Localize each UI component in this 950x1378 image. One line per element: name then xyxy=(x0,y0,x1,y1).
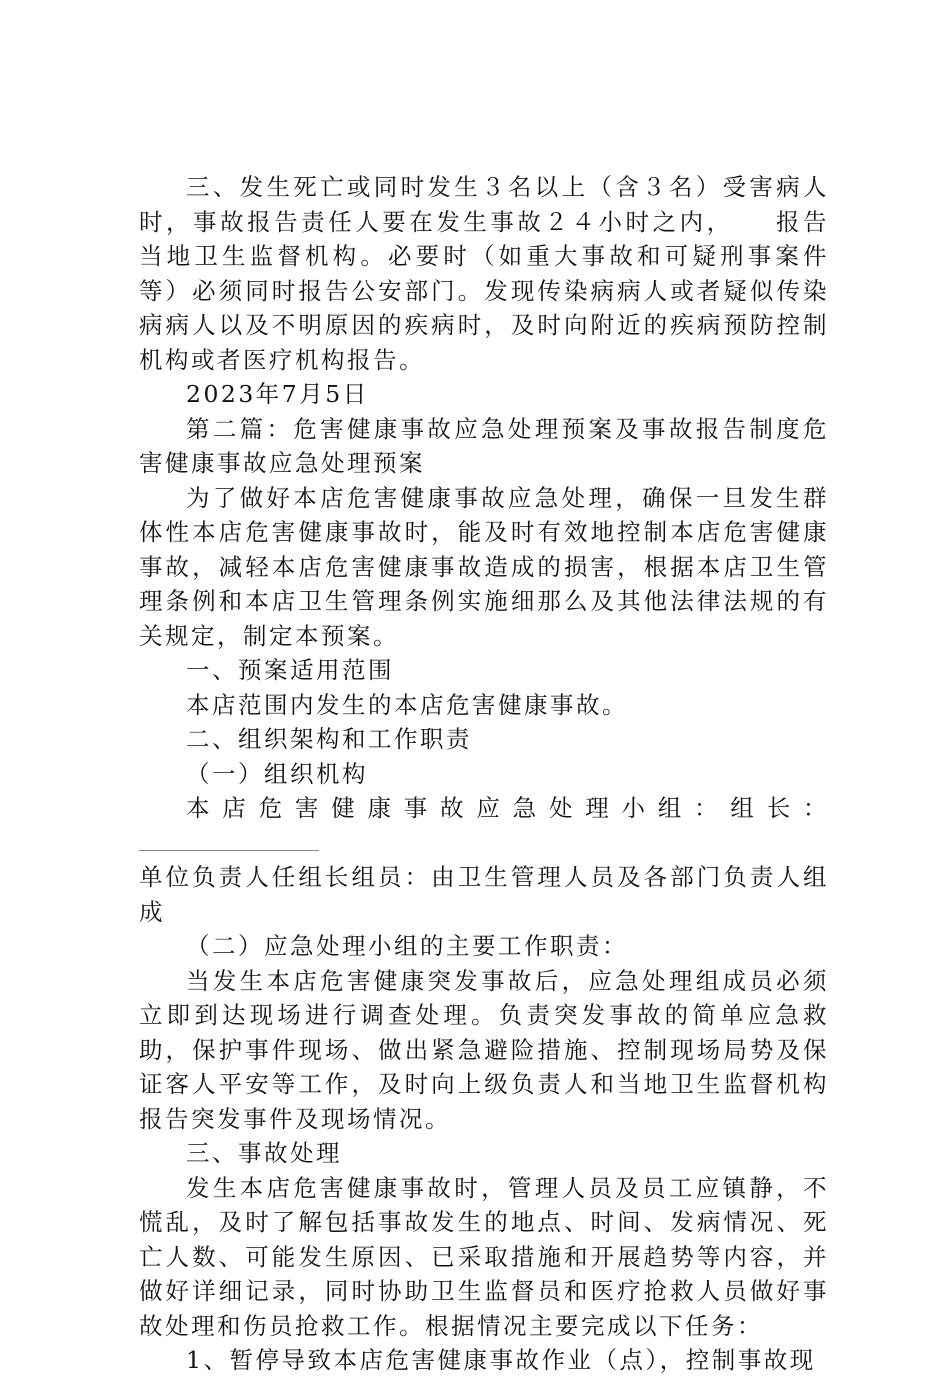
heading-org-structure: （一）组织机构 xyxy=(186,759,368,788)
heading-scope: 一、预案适用范围 xyxy=(186,656,394,684)
paragraph-team-members: 单位负责人任组长组员：由卫生管理人员及各部门负责人组成 xyxy=(139,863,829,926)
heading-organization: 二、组织架构和工作职责 xyxy=(186,725,472,753)
paragraph-task-1: 1、暂停导致本店危害健康事故作业（点），控制事故现 xyxy=(186,1346,816,1374)
team-leader-blank xyxy=(139,830,319,851)
paragraph-team-duties: 当发生本店危害健康突发事故后，应急处理组成员必须立即到达现场进行调查处理。负责突发事故的简单应急救助，保护事件现场、做出紧急避险措施、控制现场局势及保证客人平安等工作，及时向上级负责人和当地卫生监督机构报告突发事件及现场情况。 xyxy=(139,966,829,1133)
paragraph-incident-handling: 发生本店危害健康事故时，管理人员及员工应镇静，不慌乱，及时了解包括事故发生的地点、时间、发病情况、死亡人数、可能发生原因、已采取措施和开展趋势等内容，并做好详细记录，同时协助卫生监督员和医疗抢救人员做好事故处理和伤员抢救工作。根据情况主要完成以下任务： xyxy=(139,1173,829,1340)
paragraph-scope: 本店范围内发生的本店危害健康事故。 xyxy=(186,690,628,719)
paragraph-chapter-title: 第二篇：危害健康事故应急处理预案及事故报告制度危害健康事故应急处理预案 xyxy=(139,414,829,477)
paragraph-team-leader xyxy=(139,791,829,860)
paragraph-report-deadline: 三、发生死亡或同时发生３名以上（含３名）受害病人时，事故报告责任人要在发生事故２４小时之内， 报告当地卫生监督机构。必要时（如重大事故和可疑刑事案件等）必须同时报告公安部门。发现传染病病人或者疑似传染病病人以及不明原因的疾病时，及时向附近的疾病预防控制机构或者医疗机构报告。 xyxy=(139,173,829,374)
paragraph-purpose: 为了做好本店危害健康事故应急处理，确保一旦发生群体性本店危害健康事故时，能及时有效地控制本店危害健康事故，减轻本店危害健康事故造成的损害，根据本店卫生管理条例和本店卫生管理条例实施细那么及其他法律法规的有关规定，制定本预案。 xyxy=(139,483,829,650)
heading-incident-handling: 三、事故处理 xyxy=(186,1139,342,1167)
document-body xyxy=(139,170,829,1378)
heading-team-duties: （二）应急处理小组的主要工作职责： xyxy=(186,932,628,960)
paragraph-date: 2023年7月5日 xyxy=(186,380,369,408)
team-leader-label: 本店危害健康事故应急处理小组：组长： xyxy=(186,794,829,822)
